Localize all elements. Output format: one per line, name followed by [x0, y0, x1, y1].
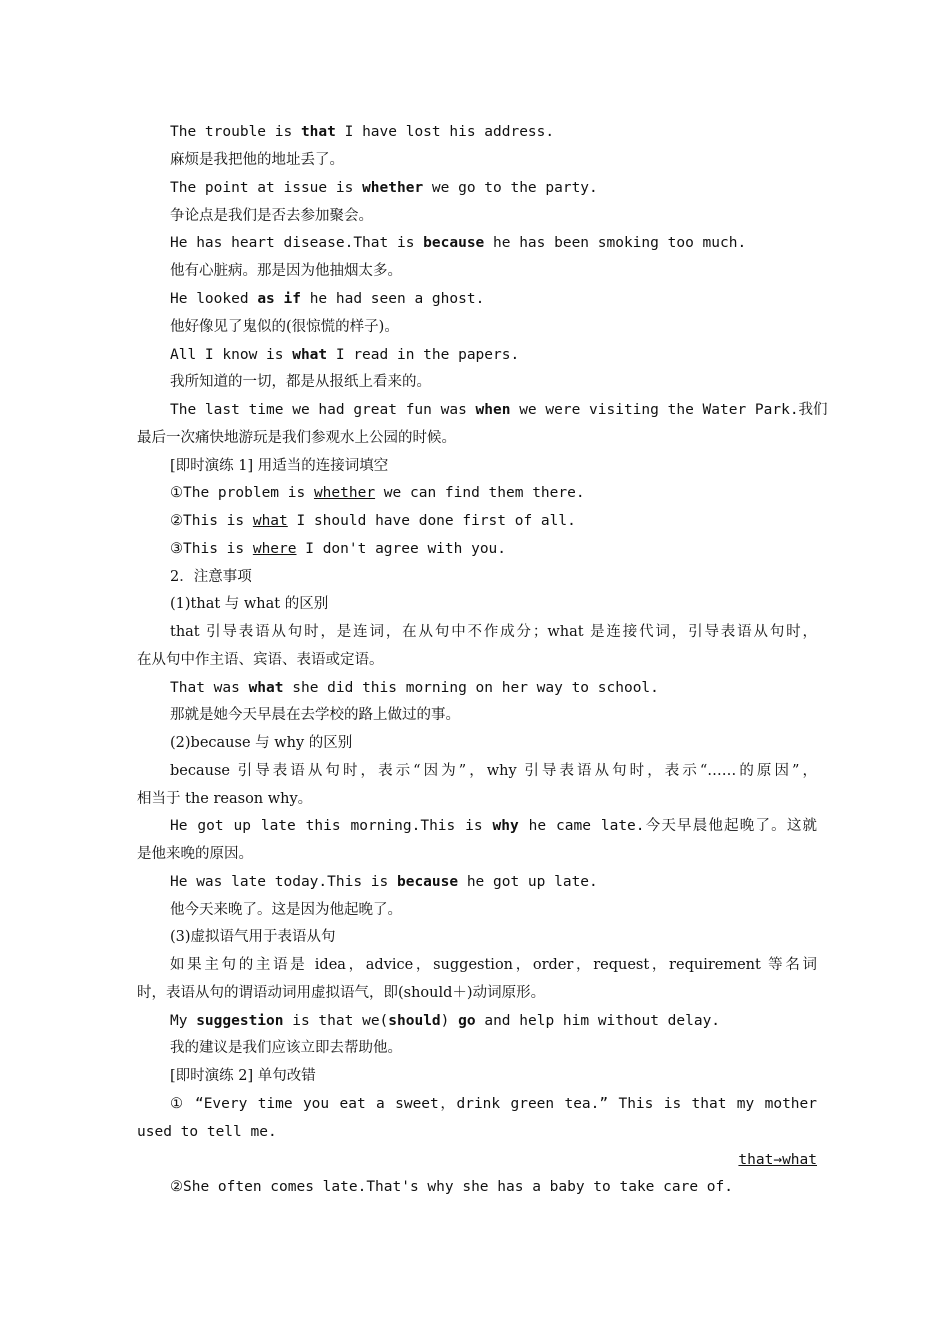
translation: 我所知道的一切，都是从报纸上看来的。 — [170, 374, 431, 390]
paragraph: 时，表语从句的谓语动词用虚拟语气，即(should＋)动词原形。 — [137, 985, 546, 1001]
translation: 他今天来晚了。这是因为他起晚了。 — [170, 902, 402, 918]
paragraph: 在从句中作主语、宾语、表语或定语。 — [137, 652, 384, 668]
exercise-item: ②She often comes late.That's why she has a baby to take care of. — [170, 1179, 733, 1195]
example-sentence: My suggestion is that we(should) go and help him without delay. — [170, 1013, 721, 1029]
exercise-item: ①The problem is whether we can find them there. — [170, 485, 585, 501]
exercise-item: ②This is what I should have done first of all. — [170, 513, 576, 529]
translation: 他好像见了鬼似的(很惊慌的样子)。 — [170, 319, 399, 335]
example-sentence: The last time we had great fun was when we were visiting the Water Park.我们 — [170, 402, 828, 418]
subsection-heading: (2)because 与 why 的区别 — [170, 735, 353, 751]
translation: 最后一次痛快地游玩是我们参观水上公园的时候。 — [137, 430, 456, 446]
example-sentence: All I know is what I read in the papers. — [170, 347, 520, 363]
translation: 他有心脏病。那是因为他抽烟太多。 — [170, 263, 402, 279]
translation: 争论点是我们是否去参加聚会。 — [170, 208, 373, 224]
example-sentence: He looked as if he had seen a ghost. — [170, 291, 485, 307]
section-heading: 2．注意事项 — [170, 569, 252, 585]
example-sentence: That was what she did this morning on her way to school. — [170, 680, 659, 696]
subsection-heading: (3)虚拟语气用于表语从句 — [170, 929, 336, 945]
answer: that→what — [738, 1152, 817, 1168]
exercise-item: ① “Every time you eat a sweet，drink green tea.” This is that my mother — [170, 1096, 817, 1112]
example-sentence: He was late today.This is because he got up late. — [170, 874, 598, 890]
exercise-heading: [即时演练 2] 单句改错 — [170, 1068, 316, 1084]
example-sentence: He got up late this morning.This is why he came late.今天早晨他起晚了。这就 — [170, 818, 817, 834]
paragraph: 如果主句的主语是 idea，advice，suggestion，order，request，requirement 等名词 — [170, 957, 817, 973]
example-sentence: The point at issue is whether we go to the party. — [170, 180, 598, 196]
translation: 我的建议是我们应该立即去帮助他。 — [170, 1040, 402, 1056]
example-sentence: The trouble is that I have lost his address. — [170, 124, 555, 140]
translation: 是他来晚的原因。 — [137, 846, 253, 862]
subsection-heading: (1)that 与 what 的区别 — [170, 596, 329, 612]
translation: 麻烦是我把他的地址丢了。 — [170, 152, 344, 168]
paragraph: 相当于 the reason why。 — [137, 791, 313, 807]
translation: 那就是她今天早晨在去学校的路上做过的事。 — [170, 707, 460, 723]
exercise-heading: [即时演练 1] 用适当的连接词填空 — [170, 458, 389, 474]
exercise-item: ③This is where I don't agree with you. — [170, 541, 507, 557]
exercise-item: used to tell me. — [137, 1124, 277, 1140]
example-sentence: He has heart disease.That is because he has been smoking too much. — [170, 235, 747, 251]
paragraph: that 引导表语从句时，是连词，在从句中不作成分；what 是连接代词，引导表语从句时， — [170, 624, 817, 640]
paragraph: because 引导表语从句时，表示“因为”，why 引导表语从句时，表示“……的原因”， — [170, 763, 817, 779]
